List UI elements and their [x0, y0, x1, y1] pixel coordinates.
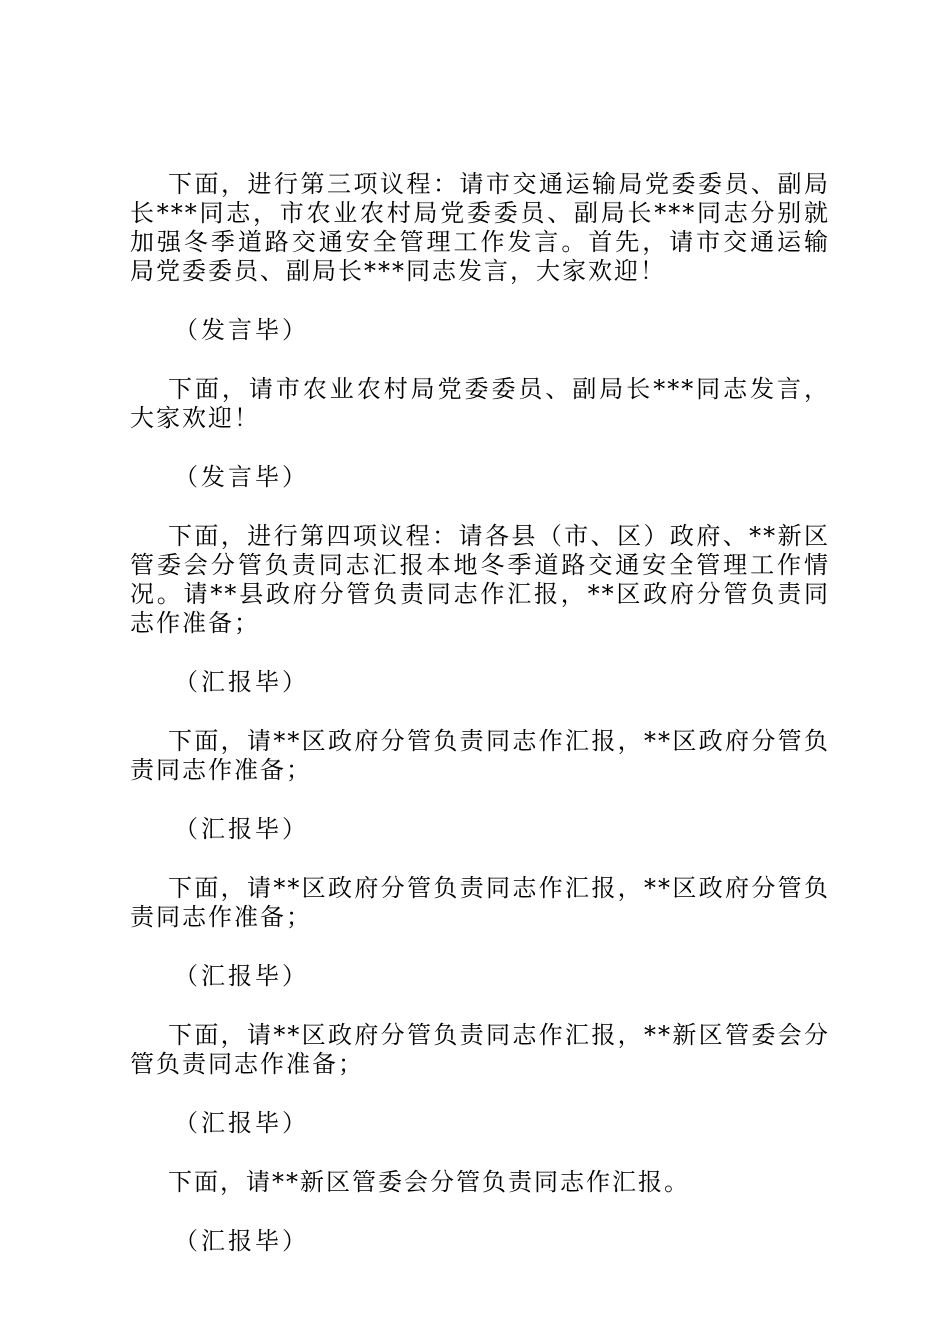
report-finished-note: （汇报毕）	[174, 668, 309, 696]
district-report-paragraph: 下面，请**区政府分管负责同志作汇报，**区政府分管负责同志作准备；	[130, 874, 830, 931]
agenda-item-4-paragraph: 下面，进行第四项议程：请各县（市、区）政府、**新区管委会分管负责同志汇报本地冬季道路交通安全管理工作情况。请**县政府分管负责同志作汇报，**区政府分管负责同志作准备；	[130, 522, 830, 637]
agriculture-speech-paragraph: 下面，请市农业农村局党委委员、副局长***同志发言，大家欢迎！	[130, 375, 830, 432]
district-report-paragraph: 下面，请**区政府分管负责同志作汇报，**新区管委会分管负责同志作准备；	[130, 1021, 830, 1078]
district-report-paragraph: 下面，请**区政府分管负责同志作汇报，**区政府分管负责同志作准备；	[130, 727, 830, 784]
speech-finished-note: （发言毕）	[174, 316, 309, 344]
document-body	[130, 170, 830, 1256]
report-finished-note: （汇报毕）	[174, 1227, 309, 1255]
agenda-item-3-paragraph: 下面，进行第三项议程：请市交通运输局党委委员、副局长***同志，市农业农村局党委委员、副局长***同志分别就加强冬季道路交通安全管理工作发言。首先，请市交通运输局党委委员、副局长***同志发言，大家欢迎！	[130, 170, 830, 285]
speech-finished-note: （发言毕）	[174, 463, 309, 491]
report-finished-note: （汇报毕）	[174, 1109, 309, 1137]
report-finished-note: （汇报毕）	[174, 815, 309, 843]
report-finished-note: （汇报毕）	[174, 962, 309, 990]
new-district-report-paragraph: 下面，请**新区管委会分管负责同志作汇报。	[168, 1168, 690, 1196]
